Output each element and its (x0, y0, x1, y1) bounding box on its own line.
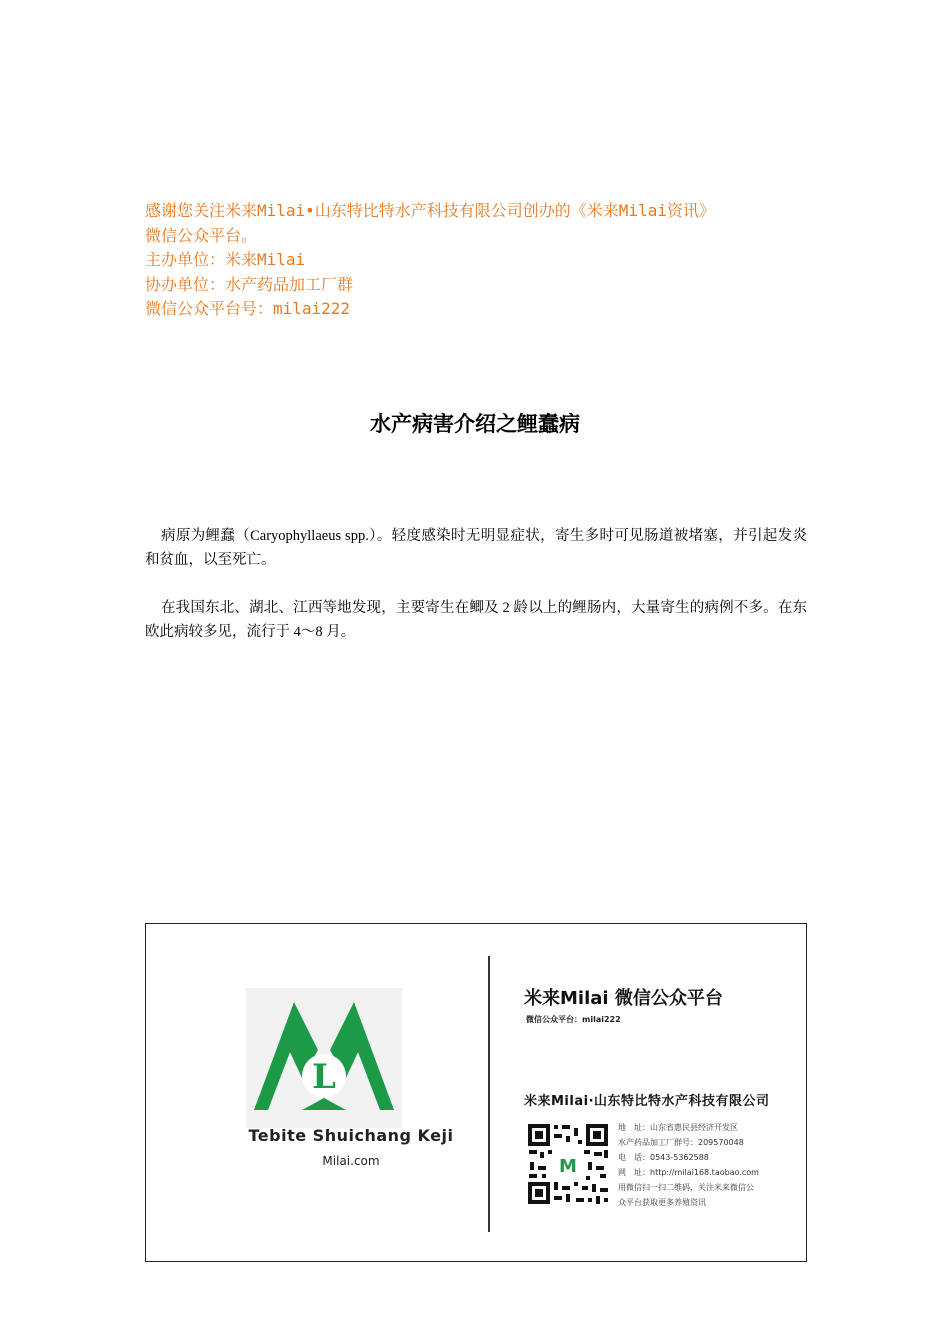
intro-line-host: 主办单位：米来Milai (145, 250, 306, 269)
contact-phone: 电 话：0543-5362588 (618, 1153, 709, 1162)
card-site: Milai.com (322, 1154, 380, 1168)
logo-letter: L (312, 1057, 336, 1097)
qr-code-icon (526, 1122, 610, 1206)
platform-id: 微信公众平台：milai222 (526, 1015, 621, 1024)
intro-line-platform: 微信公众平台。 (145, 225, 258, 245)
intro-line-thanks: 感谢您关注米来Milai•山东特比特水产科技有限公司创办的《米来Milai资讯》 (145, 201, 715, 220)
card-divider (488, 956, 490, 1232)
contact-info (618, 1120, 808, 1210)
platform-title: 米来Milai 微信公众平台 (524, 988, 723, 1009)
article-paragraph-1: 病原为鲤蠢（Caryophyllaeus spp.）。轻度感染时无明显症状，寄生多时可见肠道被堵塞，并引起发炎和贫血，以至死亡。 (145, 528, 807, 568)
business-card (145, 923, 807, 1262)
card-tagline: Tebite Shuichang Keji (248, 1126, 454, 1145)
article-title: 水产病害介绍之鲤蠢病 (370, 411, 580, 436)
intro-line-account: 微信公众平台号：milai222 (145, 299, 351, 318)
intro-line-co-host: 协办单位：水产药品加工厂群 (145, 274, 354, 294)
milai-logo (246, 988, 402, 1128)
intro-block (145, 199, 815, 322)
contact-scan-line-1: 用微信扫一扫二维码，关注米来微信公 (618, 1183, 754, 1192)
qr-logo-letter: M (559, 1156, 577, 1177)
contact-web: 网 址：http://milai168.taobao.com (618, 1168, 759, 1177)
milai-logo-icon (246, 988, 402, 1128)
company-name: 米来Milai·山东特比特水产科技有限公司 (524, 1094, 770, 1109)
qr-code (526, 1122, 610, 1206)
contact-scan-line-2: 众平台获取更多养殖资讯 (618, 1198, 706, 1207)
article-paragraph-2: 在我国东北、湖北、江西等地发现，主要寄生在鲫及 2 龄以上的鲤肠内，大量寄生的病例不多。在东欧此病较多见，流行于 4～8 月。 (145, 600, 807, 640)
contact-address: 地 址：山东省惠民县经济开发区 (618, 1123, 738, 1132)
contact-group: 水产药品加工厂群号：209570048 (618, 1138, 744, 1147)
